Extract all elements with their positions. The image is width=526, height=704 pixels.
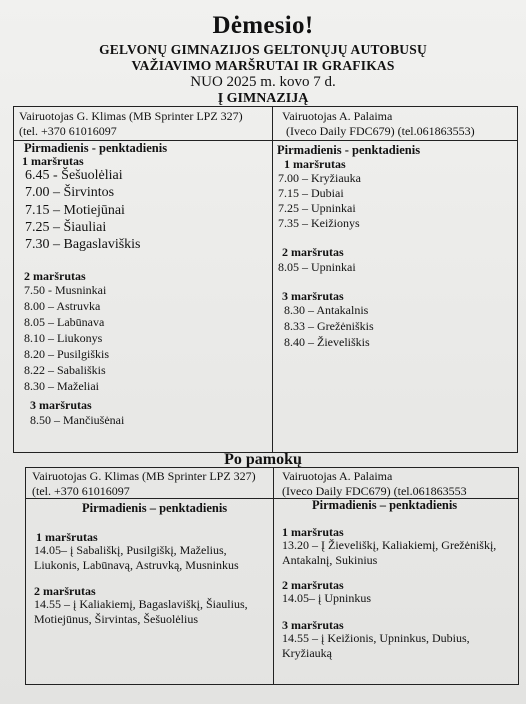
list-item: 7.25 – Šiauliai	[25, 220, 107, 235]
route-description: 14.05– į Upninkus	[282, 591, 372, 605]
driver-phone: (tel. +370 61016097	[32, 484, 130, 498]
list-item: 8.10 – Liukonys	[24, 331, 103, 345]
list-item: 8.22 – Sabališkis	[24, 363, 106, 377]
route-heading: 3 maršrutas	[282, 618, 344, 632]
list-item: 8.33 – Grežėniškis	[284, 319, 374, 333]
driver-info-right	[282, 469, 467, 499]
driver-name: Vairuotojas G. Klimas (MB Sprinter LPZ 327)	[19, 109, 243, 123]
column-divider	[272, 107, 273, 452]
list-item: 7.00 – Kryžiauka	[278, 171, 361, 185]
route-heading: 3 maršrutas	[30, 398, 92, 412]
list-item: 7.35 – Keižionys	[278, 216, 360, 230]
list-item: 7.00 – Širvintos	[25, 185, 115, 200]
days-heading: Pirmadienis – penktadienis	[312, 498, 458, 512]
list-item: 6.45 - Šešuolėliai	[25, 168, 123, 183]
afternoon-schedule-table	[25, 467, 519, 685]
driver-name: Vairuotojas A. Palaima	[282, 469, 393, 483]
driver-phone: (Iveco Daily FDC679) (tel.061863553)	[286, 124, 475, 138]
route-heading: 1 maršrutas	[284, 157, 346, 171]
days-heading: Pirmadienis - penktadienis	[24, 141, 168, 155]
list-item: 8.40 – Žieveliškis	[284, 335, 370, 349]
route-heading: 2 maršrutas	[282, 578, 344, 592]
days-heading: Pirmadienis – penktadienis	[82, 501, 228, 515]
route-heading: 3 maršrutas	[282, 289, 344, 303]
list-item: 8.05 – Labūnava	[24, 315, 105, 329]
list-item: 8.50 – Mančiušėnai	[30, 413, 125, 427]
route-description: 14.55 – į Keižionis, Upninkus, Dubius, Kryžiauką	[282, 631, 470, 660]
list-item: 8.00 – Astruvka	[24, 299, 101, 313]
effective-date: NUO 2025 m. kovo 7 d.	[190, 74, 336, 90]
route-heading: 1 maršrutas	[282, 525, 344, 539]
route-description: 14.55 – į Kaliakiemį, Bagaslaviškį, Šiaulius, Motiejūnus, Širvintas, Šešuolėlius	[34, 597, 248, 626]
section-label-after-classes: Po pamokų	[224, 451, 302, 468]
list-item: 8.05 – Upninkai	[278, 260, 356, 274]
list-item: 8.20 – Pusilgiškis	[24, 347, 110, 361]
days-heading: Pirmadienis - penktadienis	[277, 143, 421, 157]
driver-phone: (Iveco Daily FDC679) (tel.061863553	[282, 484, 467, 498]
driver-phone: (tel. +370 61016097	[19, 124, 117, 138]
driver-info-right	[282, 109, 475, 139]
driver-name: Vairuotojas A. Palaima	[282, 109, 393, 123]
route-heading: 2 maršrutas	[24, 269, 86, 283]
driver-name: Vairuotojas G. Klimas (MB Sprinter LPZ 327)	[32, 469, 256, 483]
notice-title: Dėmesio!	[212, 12, 314, 39]
list-item: 7.15 – Motiejūnai	[25, 203, 125, 218]
list-item: 7.25 – Upninkai	[278, 201, 356, 215]
morning-schedule-table	[13, 106, 518, 453]
list-item: 8.30 – Maželiai	[24, 379, 99, 393]
notice-subtitle-line1: GELVONŲ GIMNAZIJOS GELTONŲJŲ AUTOBUSŲ	[99, 42, 427, 57]
route-description: 14.05– į Sabališkį, Pusilgiškį, Maželius, Liukonis, Labūnavą, Astruvką, Musninkus	[34, 543, 239, 572]
route-heading: 2 maršrutas	[34, 584, 96, 598]
driver-info-left	[19, 109, 243, 139]
driver-info-left	[32, 469, 256, 499]
list-item: 7.15 – Dubiai	[278, 186, 344, 200]
route-description: 13.20 – Į Žieveliškį, Kaliakiemį, Grežėniškį, Antakalnį, Sukinius	[282, 538, 497, 567]
route-heading: 2 maršrutas	[282, 245, 344, 259]
route-heading: 1 maršrutas	[36, 530, 98, 544]
list-item: 8.30 – Antakalnis	[284, 303, 369, 317]
notice-subtitle-line2: VAŽIAVIMO MARŠRUTAI IR GRAFIKAS	[131, 58, 395, 73]
route-heading: 1 maršrutas	[22, 154, 84, 168]
list-item: 7.50 - Musninkai	[24, 283, 107, 297]
list-item: 7.30 – Bagaslaviškis	[25, 237, 141, 252]
section-label-to-school: Į GIMNAZIJĄ	[217, 91, 309, 106]
column-divider	[273, 468, 274, 684]
